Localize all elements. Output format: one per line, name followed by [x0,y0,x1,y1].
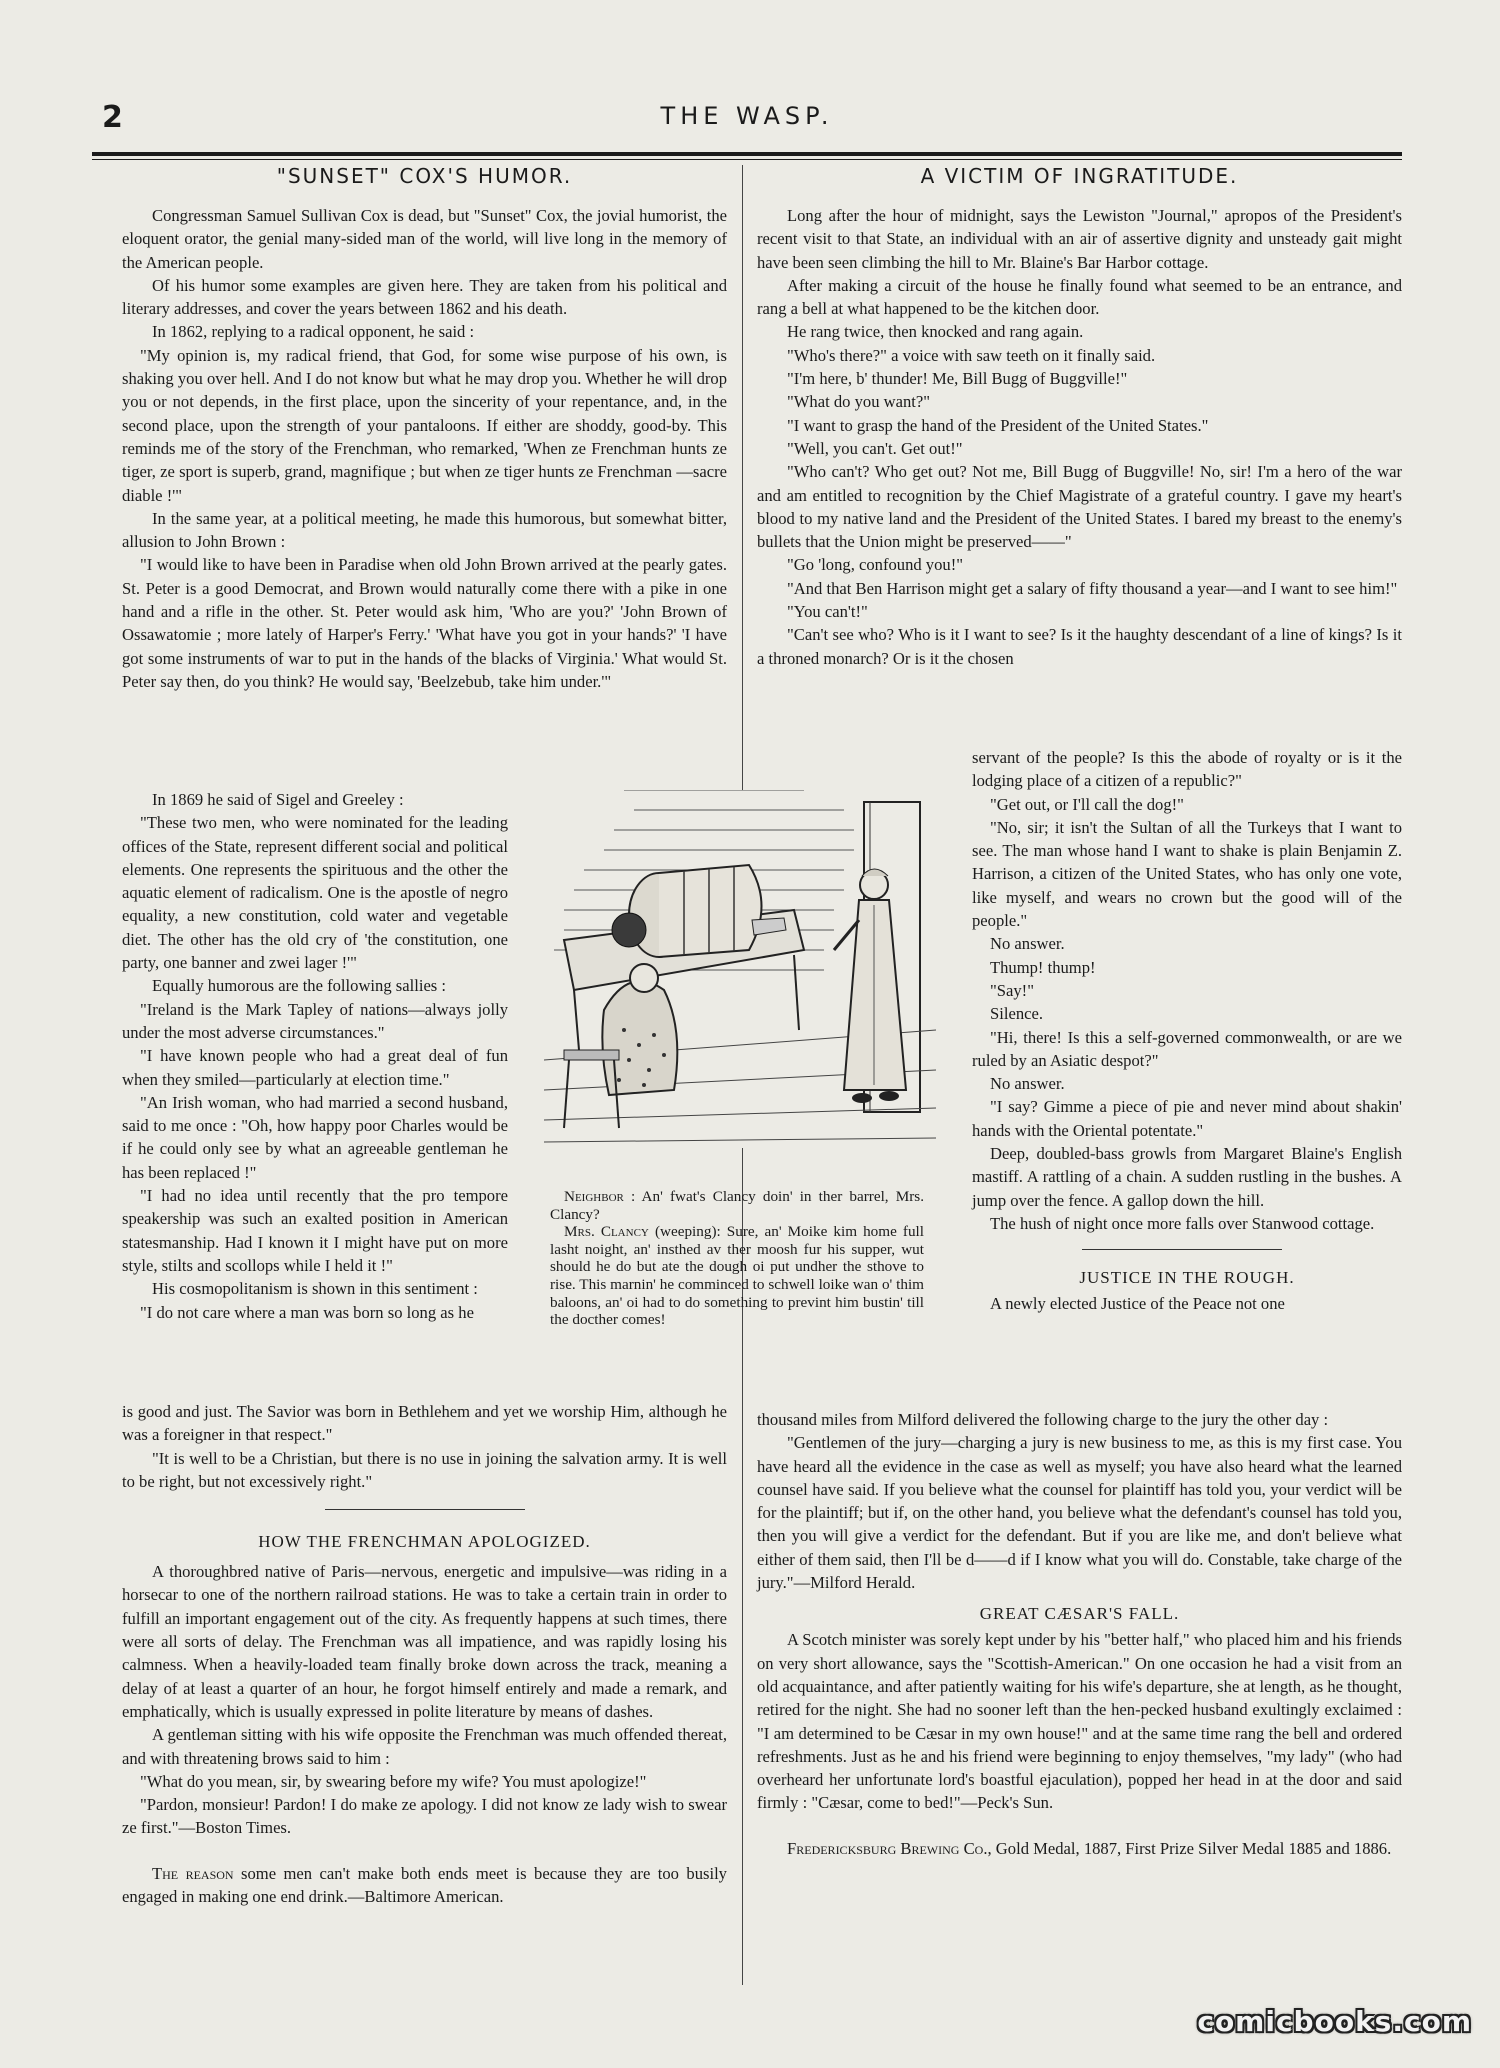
paragraph: "I'm here, b' thunder! Me, Bill Bugg of Buggville!" [787,369,1128,389]
paragraph: Of his humor some examples are given here. They are taken from his political and literary addresses, and cover the years between 1862 and his death. [122,275,727,319]
caption-speaker: Mrs. Clancy [564,1223,649,1241]
paragraph: "Go 'long, confound you!" [787,555,964,575]
masthead-rule-thin [92,159,1402,160]
cartoon-caption [550,1188,924,1329]
paragraph: is good and just. The Savior was born in Bethlehem and yet we worship Him, although he was a foreigner in that respect." [122,1402,727,1445]
paragraph: "Well, you can't. Get out!" [787,438,963,458]
caption-line: An' fwat's Clancy doin' in ther barrel, Mrs. Clancy? [550,1188,925,1223]
watermark: comicbooks.com [1197,2005,1472,2038]
note-lead: The reason [152,1863,234,1883]
paragraph: Silence. [990,1004,1043,1024]
article-title: "SUNSET" COX'S HUMOR. [276,164,573,188]
paragraph: "No, sir; it isn't the Sultan of all the Turkeys that I want to see. The man whose hand I want to shake is plain Benjamin Z. Harrison, a citizen of the United States, who has only one vote, like myself, and wears no crown but the good will of the people." [972,817,1402,931]
article-title: HOW THE FRENCHMAN APOLOGIZED. [258,1532,591,1552]
section-separator [1082,1249,1282,1250]
caption-speaker: Neighbor : [564,1188,636,1205]
paragraph: "I do not care where a man was born so long as he [140,1302,474,1322]
paragraph: "What do you want?" [787,392,931,412]
paragraph: "Who's there?" a voice with saw teeth on it finally said. [787,345,1156,365]
paragraph: "My opinion is, my radical friend, that God, for some wise purpose of his own, is shaking you over hell. And I do not know but what he may drop you. Whether he will drop you or not depends, in the first place, upon the sincerity of your repentance, and, in the second place, upon the strength of your pantaloons. If either are shoddy, good-by. This reminds me of the story of the Frenchman, who remarked, 'When ze Frenchman hunts ze tiger, ze sport is superb, grand, magnifique ; but when ze tiger hunts ze Frenchman —sacre diable !'" [122,345,727,505]
ad-note [757,1837,1402,1860]
paragraph: "An Irish woman, who had married a second husband, said to me once : "Oh, how happy poor Charles would be if he could only see by what an agreeable gentleman he has been replaced !" [122,1092,508,1182]
note-text: some men can't make both ends meet is because they are too busily engaged in making one end drink.—Baltimore American. [122,1863,727,1907]
paragraph: "Pardon, monsieur! Pardon! I do make ze apology. I did not know ze lady wish to swear ze first."—Boston Times. [122,1795,727,1838]
paragraph: "I had no idea until recently that the pro tempore speakership was such an exalted position in American statesmanship. Had I known it I might have put on more style, stilts and scollops while I held it !" [122,1186,508,1275]
masthead-rule [92,152,1402,156]
paragraph: thousand miles from Milford delivered the following charge to the jury the other day : [757,1410,1329,1429]
paragraph: In 1869 he said of Sigel and Greeley : [152,790,404,809]
paragraph: "You can't!" [787,602,868,622]
caption-line: (weeping): Sure, an' Moike kim home full lasht noight, an' insthed av ther moosh fur his supper, wut should he do but ate the dough oi put undher the sthove to rise. This marnin' he comminced to schwell loike wan o' thim baloons, an' oi had to do something to prevint him bustin' till the docther comes! [550,1223,924,1329]
article-title: JUSTICE IN THE ROUGH. [1079,1268,1295,1288]
page-number: 2 [102,100,123,135]
paragraph: "Gentlemen of the jury—charging a jury is new business to me, as this is my first case. You have heard all the evidence in the case as well as myself; you have also heard what the learned counsel have said. If you believe what the counsel for plaintiff has told you, your verdict will be for the plaintiff; but if, on the other hand, you believe what the defendant's counsel has told you, then you will give a verdict for the defendant. But if you are like me, and don't believe what either of them said, then I'll be d——d if I know what you will do. Constable, take charge of the jury."—Milford Herald. [757,1433,1402,1593]
paragraph: servant of the people? Is this the abode of royalty or is it the lodging place of a citizen of a republic?" [972,748,1402,791]
paragraph: Thump! thump! [990,957,1096,977]
article-title: A VICTIM OF INGRATITUDE. [920,164,1239,188]
paragraph: A gentleman sitting with his wife opposite the Frenchman was much offended thereat, and with threatening brows said to him : [122,1725,727,1768]
ad-lead: Fredericksburg Brewing Co., [787,1838,992,1858]
paragraph: "I say? Gimme a piece of pie and never mind about shakin' hands with the Oriental potentate." [972,1097,1402,1140]
paragraph: "Ireland is the Mark Tapley of nations—always jolly under the most adverse circumstances." [122,999,508,1042]
paragraph: The hush of night once more falls over Stanwood cottage. [990,1213,1375,1233]
paragraph: "I want to grasp the hand of the President of the United States." [787,415,1209,435]
paragraph: In the same year, at a political meeting, he made this humorous, but somewhat bitter, allusion to John Brown : [122,508,727,552]
cartoon-illustration [544,790,936,1148]
left-article [122,162,727,693]
right-article-narrow [972,746,1402,1316]
paragraph: "I would like to have been in Paradise when old John Brown arrived at the pearly gates. St. Peter is a good Democrat, and Brown would naturally come there with a pike in one hand and a rifle in the other. St. Peter would ask him, 'Who are you?' 'John Brown of Ossawatomie ; more lately of Harper's Ferry.' 'What have you got in your hands?' 'I have got some instruments of war to put in the hands of the blacks of Virginia.' What would St. Peter say then, do you think? He would say, 'Beelzebub, take him under.'" [122,555,727,691]
paragraph: Deep, doubled-bass growls from Margaret Blaine's English mastiff. A rattling of a chain. A sudden rustling in the bushes. A jump over the fence. A gallop down the hill. [972,1144,1402,1210]
paragraph: "Get out, or I'll call the dog!" [990,794,1184,814]
paragraph: "Who can't? Who get out? Not me, Bill Bugg of Buggville! No, sir! I'm a hero of the war and am entitled to recognition by the Chief Magistrate of a grateful country. I gave my heart's blood to my native land and the President of the United States. I bared my breast to the enemy's bullets that the Union might be preserved——" [757,462,1402,552]
paragraph: Congressman Samuel Sullivan Cox is dead, but "Sunset" Cox, the jovial humorist, the eloquent orator, the genial many-sided man of the world, will live long in the memory of the American people. [122,206,727,272]
paragraph: No answer. [990,934,1065,954]
paragraph: No answer. [990,1074,1065,1094]
paragraph: "Hi, there! Is this a self-governed commonwealth, or are we ruled by an Asiatic despot?" [972,1027,1402,1070]
paragraph: A thoroughbred native of Paris—nervous, energetic and impulsive—was riding in a horsecar to one of the northern railroad stations. He was to take a certain train in order to fulfill an important engagement out of the city. As frequently happens at such times, there were all sorts of delay. The Frenchman was all impatience, and was rapidly losing his calmness. When a heavily-loaded team finally broke down across the track, meaning a delay of at least a quarter of an hour, he forgot himself entirely and made a remark, and emphatically, which is usually expressed in polite literature by means of dashes. [122,1562,727,1721]
right-article [757,162,1402,670]
paragraph: Long after the hour of midnight, says the Lewiston "Journal," apropos of the President's recent visit to that State, an individual with an air of assertive dignity and unsteady gait might have been seen climbing the hill to Mr. Blaine's Bar Harbor cottage. [757,206,1402,272]
ad-text: Gold Medal, 1887, First Prize Silver Medal 1885 and 1886. [995,1838,1392,1858]
paragraph: A newly elected Justice of the Peace not one [990,1294,1285,1314]
paragraph: "Can't see who? Who is it I want to see? Is it the haughty descendant of a line of kings? Is it a throned monarch? Or is it the chosen [757,625,1402,668]
cartoon-drawing [544,790,936,1148]
masthead [92,98,1402,138]
paragraph: "It is well to be a Christian, but there is no use in joining the salvation army. It is well to be right, but not excessively right." [122,1448,727,1491]
paragraph: After making a circuit of the house he finally found what seemed to be an entrance, and rang a bell at what happened to be the kitchen door. [757,275,1402,319]
paragraph: His cosmopolitanism is shown in this sentiment : [152,1279,478,1299]
left-article-tail [122,1400,727,1908]
paragraph: He rang twice, then knocked and rang again. [787,322,1084,342]
paragraph: A Scotch minister was sorely kept under by his "better half," who placed him and his friends on very short allowance, says the "Scottish-American." On one occasion he had a visit from an old acquaintance, and after patiently waiting for his wife's departure, she at length, as he thought, retired for the night. She had no sooner left than the hen-pecked husband exultingly exclaimed : "I am determined to be Cæsar in my own house!" and at the same time rang the bell and ordered refreshments. Just as he and his friend were beginning to enjoy themselves, "my lady" (who had overheard her unfortunate lord's boastful ejaculation), popped her head in at the door and said firmly : "Cæsar, come to bed!"—Peck's Sun. [757,1630,1402,1813]
paragraph: "These two men, who were nominated for the leading offices of the State, represent different social and political elements. One represents the spirituous and the other the aquatic element of radicalism. One is the apostle of negro equality, a new constitution, cold water and vegetable diet. The other has the old cry of 'the constitution, one party, one banner and zwei lager !'" [122,813,508,973]
paragraph: "I have known people who had a great deal of fun when they smiled—particularly at election time." [122,1046,508,1089]
paragraph: "Say!" [990,980,1034,1000]
paper-title: THE WASP. [660,102,834,130]
reason-note [122,1862,727,1909]
article-title: GREAT CÆSAR'S FALL. [979,1604,1180,1624]
paragraph: "What do you mean, sir, by swearing before my wife? You must apologize!" [140,1771,647,1791]
paragraph: "And that Ben Harrison might get a salary of fifty thousand a year—and I want to see him!" [787,578,1398,598]
left-article-narrow [122,788,508,1324]
paragraph: Equally humorous are the following sallies : [152,976,447,996]
section-separator [325,1509,525,1510]
right-lower [757,1408,1402,1860]
paragraph: In 1862, replying to a radical opponent, he said : [152,322,475,342]
